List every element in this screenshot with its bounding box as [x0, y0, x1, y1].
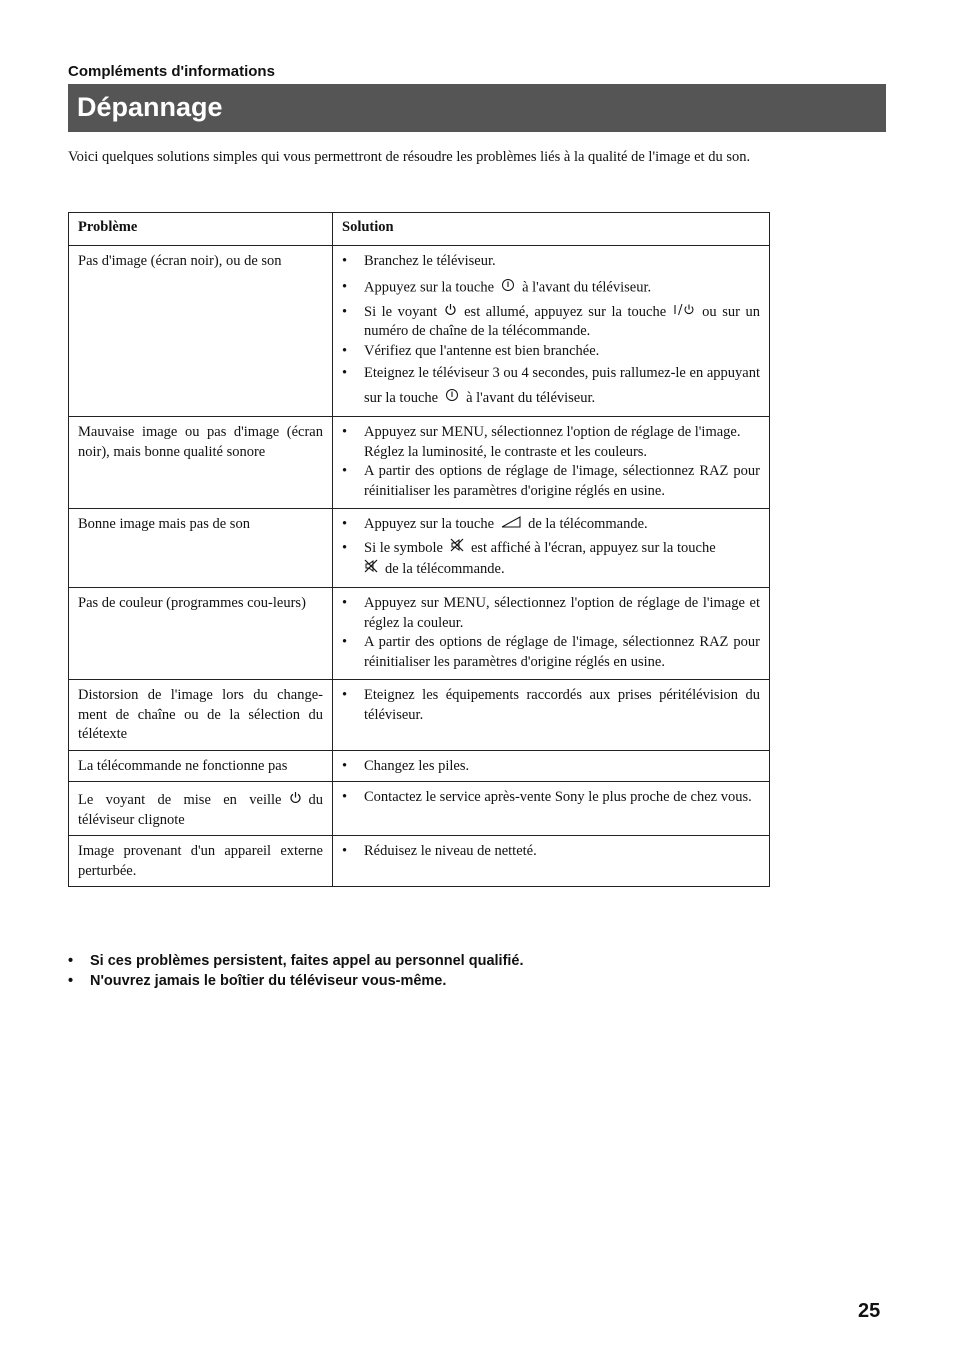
solution-cell — [333, 750, 770, 782]
solution-text: A partir des options de réglage de l'image, sélectionnez RAZ pour réinitialiser les paramètres d'origine réglés en usine. — [364, 463, 760, 499]
solution-text: est affiché à l'écran, appuyez sur la touche — [470, 539, 716, 556]
section-label: Compléments d'informations — [68, 63, 275, 80]
solution-text: ou sur un numéro de chaîne de la télécommande. — [364, 303, 760, 340]
table-row — [69, 836, 770, 887]
intro-text: Voici quelques solutions simples qui vous permettront de résoudre les problèmes liés à la qualité de l'image et du son. — [68, 149, 751, 165]
solution-list — [342, 515, 760, 580]
solution-cell — [333, 588, 770, 680]
solution-item — [342, 361, 760, 411]
problem-text: Le voyant de mise en veille — [78, 792, 282, 809]
problem-cell — [69, 245, 333, 417]
solution-item — [342, 633, 760, 672]
page-title: Dépannage — [77, 92, 223, 122]
solution-cell — [333, 680, 770, 751]
solution-text: Réglez la luminosité, le contraste et les couleurs. — [364, 443, 648, 460]
solution-item — [342, 594, 760, 633]
solution-text: Branchez le téléviseur. — [364, 252, 496, 269]
table-row — [69, 782, 770, 836]
warning-item: • N'ouvrez jamais le boîtier du téléviseur vous-même. — [68, 971, 524, 991]
solution-item — [342, 462, 760, 501]
table-row — [69, 417, 770, 509]
solution-list — [342, 594, 760, 672]
problem-cell — [69, 417, 333, 509]
solution-list — [342, 252, 760, 412]
solution-text: est allumé, appuyez sur la touche — [464, 303, 667, 320]
solution-item — [342, 342, 760, 362]
solution-list — [342, 788, 760, 808]
problem-cell — [69, 509, 333, 588]
table-row — [69, 245, 770, 417]
solution-list — [342, 842, 760, 862]
solution-text: Eteignez les équipements raccordés aux prises péritélévision du téléviseur. — [364, 687, 760, 723]
solution-list — [342, 423, 760, 501]
solution-cell — [333, 245, 770, 417]
power-button-icon — [445, 386, 459, 411]
solution-text: Vérifiez que l'antenne est bien branchée. — [364, 342, 600, 359]
problem-text: Image provenant d'un appareil externe perturbée. — [78, 843, 323, 879]
problem-cell — [69, 588, 333, 680]
problem-text: Pas d'image (écran noir), ou de son — [78, 252, 282, 269]
volume-up-icon — [501, 515, 521, 535]
solution-text: Réduisez le niveau de netteté. — [364, 843, 537, 860]
solution-item — [342, 842, 760, 862]
problem-cell — [69, 680, 333, 751]
problem-cell — [69, 782, 333, 836]
problem-text: Distorsion de l'image lors du change-ment de chaîne ou de la sélection du télétexte — [78, 687, 323, 743]
table-row — [69, 588, 770, 680]
problem-cell — [69, 836, 333, 887]
column-header-problem: Problème — [69, 213, 333, 246]
solution-item — [342, 252, 760, 272]
solution-item — [342, 538, 760, 580]
mute-icon — [364, 559, 378, 580]
solution-item — [342, 757, 760, 777]
standby-icon — [289, 791, 302, 811]
table-header-row — [69, 213, 770, 246]
solution-text: A partir des options de réglage de l'image, sélectionnez RAZ pour réinitialiser les paramètres d'origine réglés en usine. — [364, 634, 760, 670]
solution-item — [342, 278, 760, 299]
solution-text: Contactez le service après-vente Sony le plus proche de chez vous. — [364, 789, 752, 806]
problem-text: du téléviseur clignote — [78, 792, 323, 828]
solution-item — [342, 303, 760, 342]
table-row — [69, 750, 770, 782]
column-header-solution: Solution — [333, 213, 770, 246]
warning-list — [68, 951, 524, 991]
table-row — [69, 509, 770, 588]
solution-text: Appuyez sur la touche — [364, 279, 495, 296]
solution-list — [342, 757, 760, 777]
solution-text: à l'avant du téléviseur. — [522, 279, 652, 296]
problem-text: La télécommande ne fonctionne pas — [78, 757, 288, 774]
solution-text: de la télécommande. — [385, 561, 505, 577]
solution-item — [342, 515, 760, 535]
power-button-icon — [501, 278, 515, 299]
problem-text: Bonne image mais pas de son — [78, 516, 250, 533]
mute-icon — [450, 538, 464, 559]
table-row — [69, 680, 770, 751]
solution-text: à l'avant du téléviseur. — [466, 390, 596, 407]
problem-cell — [69, 750, 333, 782]
troubleshooting-table — [68, 212, 770, 887]
standby-icon — [444, 303, 457, 323]
solution-text: Changez les piles. — [364, 757, 470, 774]
warning-item: • Si ces problèmes persistent, faites appel au personnel qualifié. — [68, 951, 524, 971]
page-number: 25 — [858, 1300, 881, 1322]
solution-item — [342, 423, 760, 462]
solution-text: Si le symbole — [364, 539, 443, 556]
solution-cell — [333, 417, 770, 509]
problem-text: Mauvaise image ou pas d'image (écran noir), mais bonne qualité sonore — [78, 424, 323, 460]
solution-text: Eteignez le téléviseur 3 ou 4 secondes, puis rallumez-le en appuyant sur la touche — [364, 365, 760, 407]
solution-text: Si le voyant — [364, 303, 438, 320]
solution-list — [342, 686, 760, 725]
solution-item — [342, 686, 760, 725]
solution-text: Appuyez sur MENU, sélectionnez l'option de réglage de l'image et réglez la couleur. — [364, 595, 760, 631]
solution-item — [342, 788, 760, 808]
power-standby-icon — [673, 303, 695, 323]
solution-text: Appuyez sur MENU, sélectionnez l'option de réglage de l'image. — [364, 424, 741, 441]
title-bar — [68, 84, 886, 132]
solution-text: Appuyez sur la touche — [364, 516, 495, 533]
solution-cell — [333, 509, 770, 588]
solution-cell — [333, 836, 770, 887]
problem-text: Pas de couleur (programmes cou-leurs) — [78, 595, 306, 612]
solution-text: de la télécommande. — [528, 516, 648, 533]
solution-cell — [333, 782, 770, 836]
